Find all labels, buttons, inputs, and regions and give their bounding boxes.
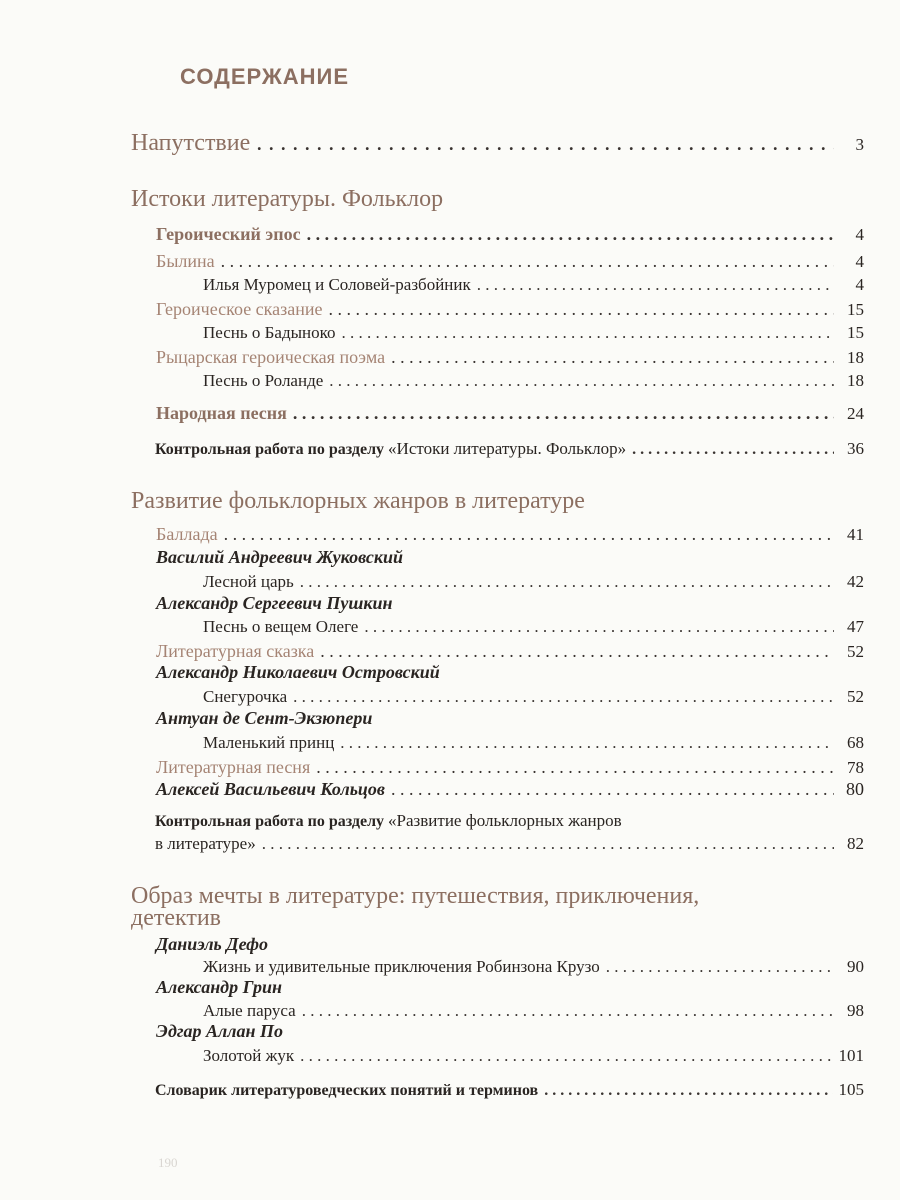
toc-entry-page: 4 <box>855 225 864 244</box>
leader-dots <box>320 641 834 662</box>
leader-dots <box>606 957 834 977</box>
toc-entry-page: 15 <box>847 323 864 342</box>
author-koltsov: Алексей Васильевич Кольцов <box>156 779 385 799</box>
toc-entry-koltsov[interactable] <box>156 779 864 800</box>
toc-entry-roland[interactable] <box>203 371 864 391</box>
leader-dots <box>364 617 834 637</box>
leader-dots <box>300 1046 832 1066</box>
leader-dots <box>544 1082 832 1100</box>
leader-dots <box>477 275 834 295</box>
toc-entry-page: 52 <box>847 642 864 661</box>
toc-entry-page: 3 <box>855 135 864 154</box>
toc-entry-title: Литературная сказка <box>156 641 315 661</box>
leader-dots <box>300 572 834 592</box>
author-pushkin: Александр Сергеевич Пушкин <box>156 593 393 613</box>
toc-entry-lesnoy-tsar[interactable] <box>203 572 864 592</box>
toc-entry-page: 4 <box>855 252 864 271</box>
toc-entry-title: Песнь о Роланде <box>203 371 324 390</box>
toc-entry-title: Алые паруса <box>203 1001 296 1020</box>
toc-entry-parusa[interactable] <box>203 1001 864 1021</box>
leader-dots <box>391 779 834 800</box>
toc-entry-title: Героический эпос <box>156 224 301 244</box>
toc-entry-narodnaya-pesnya[interactable] <box>156 403 864 424</box>
toc-entry-title: Снегурочка <box>203 687 288 706</box>
toc-entry-page: 47 <box>847 617 864 636</box>
leader-dots <box>224 524 834 545</box>
author-zhukovsky: Василий Андреевич Жуковский <box>156 547 404 567</box>
toc-entry-page: 42 <box>847 572 864 591</box>
toc-entry-badynoko[interactable] <box>203 323 864 343</box>
leader-dots <box>293 403 834 424</box>
toc-entry-title: Рыцарская героическая поэма <box>156 347 386 367</box>
toc-entry-epos[interactable] <box>156 224 864 245</box>
toc-entry-title: Литературная песня <box>156 757 311 777</box>
toc-entry-test-1[interactable] <box>155 439 864 459</box>
leader-dots <box>342 323 834 343</box>
toc-entry-poema[interactable] <box>156 347 864 368</box>
toc-entry-bylina[interactable] <box>156 251 864 272</box>
toc-entry-title: Маленький принц <box>203 733 335 752</box>
section-title-1: Истоки литературы. Фольклор <box>131 186 444 212</box>
toc-entry-page: 41 <box>847 525 864 544</box>
toc-entry-title: Народная песня <box>156 403 287 423</box>
author-defo: Даниэль Дефо <box>156 934 269 954</box>
toc-entry-title: Героическое сказание <box>156 299 323 319</box>
test-label: Контрольная работа по разделу <box>155 813 385 830</box>
leader-dots <box>632 441 834 459</box>
section-title-line: детектив <box>131 905 222 931</box>
section-title-3 <box>131 885 699 929</box>
toc-entry-page: 105 <box>838 1080 864 1099</box>
author-poe: Эдгар Аллан По <box>156 1021 284 1041</box>
leader-dots <box>307 224 834 245</box>
toc-entry-little-prince[interactable] <box>203 733 864 753</box>
toc-entry-page: 98 <box>847 1001 864 1020</box>
toc-entry-page: 78 <box>847 758 864 777</box>
toc-entry-title: Песнь о Бадыноко <box>203 323 336 342</box>
test-section-name-cont: в литературе» <box>155 834 256 853</box>
author-grin: Александр Грин <box>156 977 282 997</box>
toc-entry-page: 80 <box>846 779 864 799</box>
toc-entry-title <box>155 439 626 459</box>
toc-entry-ilya[interactable] <box>203 275 864 295</box>
toc-entry-skazanie[interactable] <box>156 299 864 320</box>
toc-entry-oleg[interactable] <box>203 617 864 637</box>
toc-entry-title: Баллада <box>156 524 218 544</box>
section-title-2: Развитие фольклорных жанров в литературе <box>131 488 585 514</box>
toc-entry-page: 15 <box>847 300 864 319</box>
toc-entry-title: Былина <box>156 251 215 271</box>
author-exupery: Антуан де Сент-Экзюпери <box>156 708 373 728</box>
leader-dots <box>221 251 834 272</box>
leader-dots <box>256 130 834 157</box>
toc-entry-title: Золотой жук <box>203 1046 295 1065</box>
test-section-name: «Развитие фольклорных жанров <box>388 811 622 830</box>
toc-entry-title: Словарик литературоведческих понятий и терминов <box>155 1082 539 1099</box>
toc-entry-crusoe[interactable] <box>203 957 864 977</box>
toc-entry-glossary[interactable] <box>155 1080 864 1100</box>
toc-entry-page: 101 <box>838 1046 864 1065</box>
test-section-name: «Истоки литературы. Фольклор» <box>388 439 627 458</box>
toc-entry-page: 90 <box>847 957 864 976</box>
leader-dots <box>262 834 834 854</box>
toc-entry-snegurochka[interactable] <box>203 687 864 707</box>
leader-dots <box>329 371 834 391</box>
toc-entry-title: Жизнь и удивительные приключения Робинзона Крузо <box>203 957 600 976</box>
toc-entry-page: 18 <box>847 348 864 367</box>
toc-entry-page: 36 <box>847 439 864 458</box>
toc-entry-test-2-line1[interactable] <box>155 811 622 831</box>
leader-dots <box>391 347 834 368</box>
leader-dots <box>340 733 834 753</box>
toc-entry-page: 24 <box>847 404 864 423</box>
page-title: СОДЕРЖАНИЕ <box>180 64 350 89</box>
toc-entry-lit-pesnya[interactable] <box>156 757 864 778</box>
toc-entry-zhuk[interactable] <box>203 1046 864 1066</box>
toc-entry-page: 82 <box>847 834 864 853</box>
page-number: 190 <box>158 1155 178 1170</box>
toc-entry-title: Лесной царь <box>203 572 294 591</box>
toc-entry-title: Песнь о вещем Олеге <box>203 617 359 636</box>
leader-dots <box>302 1001 834 1021</box>
toc-entry-title: Илья Муромец и Соловей-разбойник <box>203 275 471 294</box>
test-label: Контрольная работа по разделу <box>155 441 385 458</box>
toc-entry-page: 52 <box>847 687 864 706</box>
leader-dots <box>328 299 834 320</box>
toc-entry-page: 68 <box>847 733 864 752</box>
leader-dots <box>293 687 834 707</box>
toc-entry-intro[interactable] <box>131 130 864 157</box>
toc-entry-lit-skazka[interactable] <box>156 641 864 662</box>
toc-entry-page: 18 <box>847 371 864 390</box>
toc-entry-title: Напутствие <box>131 130 251 156</box>
toc-entry-page: 4 <box>855 275 864 294</box>
toc-entry-test-2[interactable] <box>155 834 864 854</box>
leader-dots <box>316 757 834 778</box>
toc-entry-ballada[interactable] <box>156 524 864 545</box>
section-title-line: Образ мечты в литературе: путешествия, приключения, <box>131 883 700 909</box>
author-ostrovsky: Александр Николаевич Островский <box>156 662 440 682</box>
